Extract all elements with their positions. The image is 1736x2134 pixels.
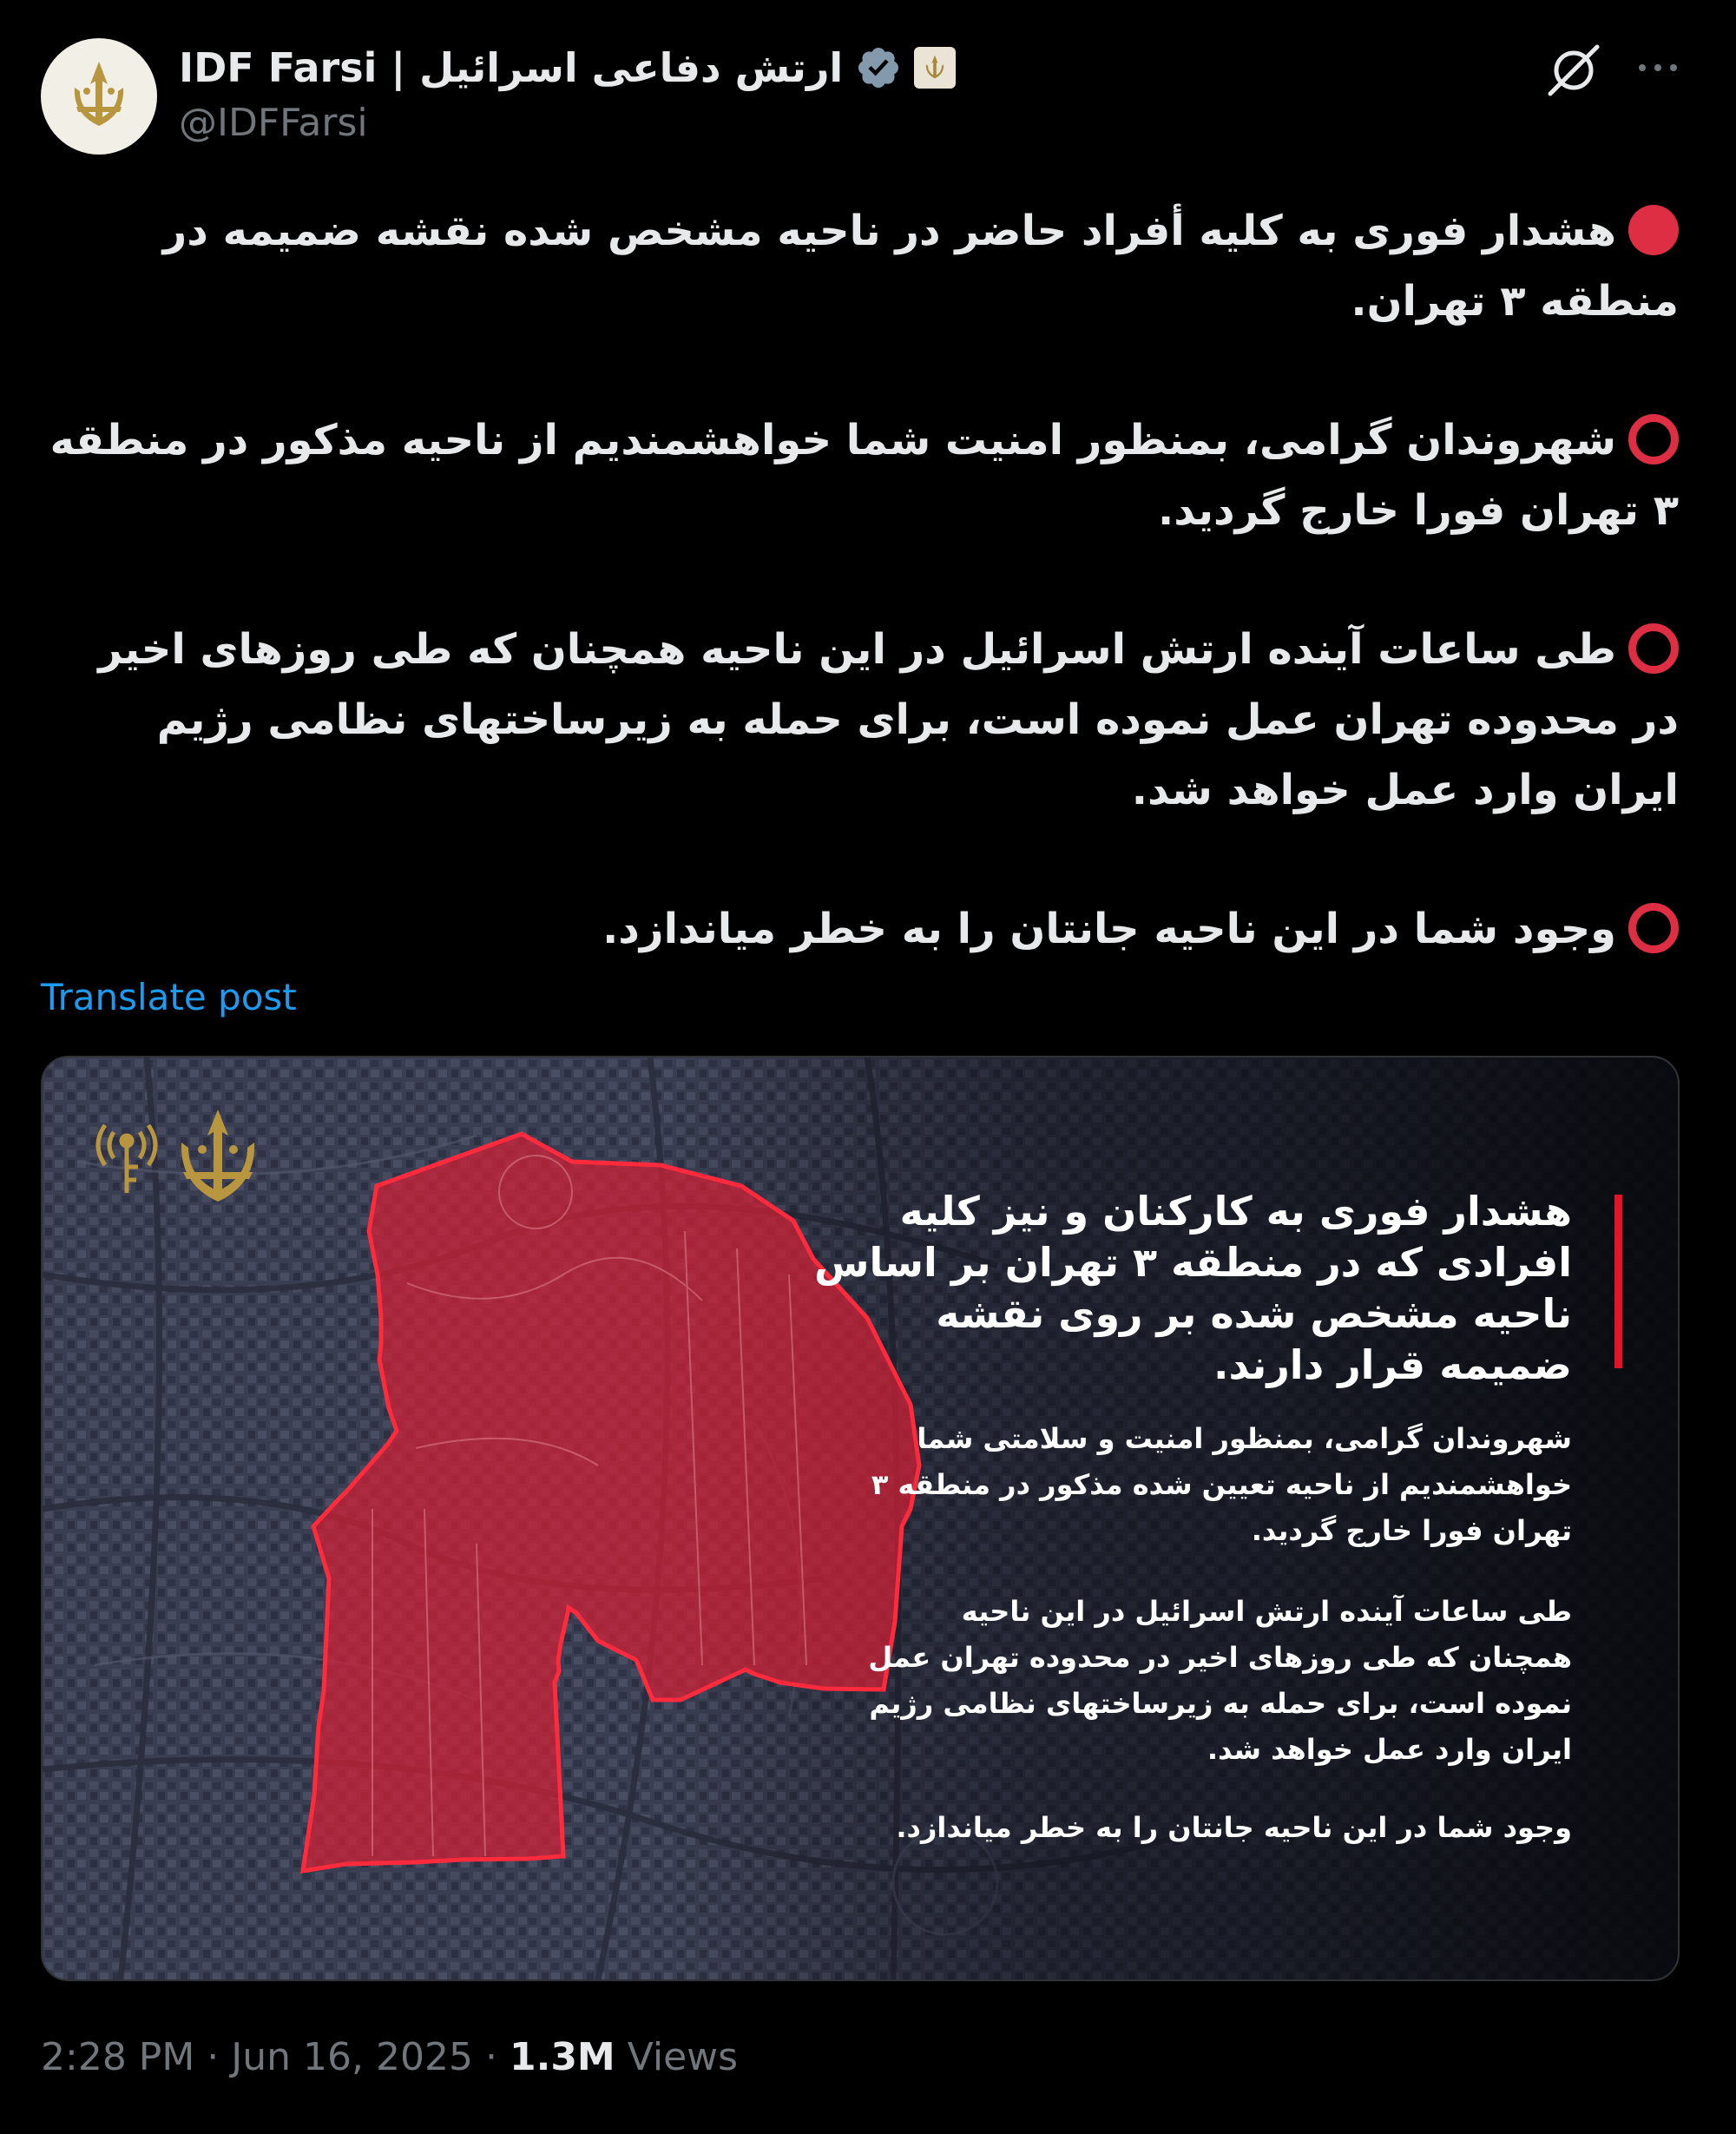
author-name-row[interactable] bbox=[179, 40, 956, 96]
media-paragraph: شهروندان گرامی، بمنظور امنیت و سلامتی شما خواهشمندیم از ناحیه تعیین شده مذکور در منطقه ۳ تهران فورا خارج گردید. bbox=[871, 1422, 1572, 1547]
media-paragraph: وجود شما در این ناحیه جانتان را به خطر میاندازد. bbox=[896, 1811, 1572, 1844]
grok-icon[interactable] bbox=[1545, 42, 1602, 99]
more-options-icon[interactable] bbox=[1623, 45, 1693, 90]
tweet-text bbox=[42, 196, 1679, 965]
tweet-time[interactable]: 2:28 PM bbox=[41, 2035, 195, 2079]
author-display-name[interactable]: IDF Farsi | ارتش دفاعی اسرائیل bbox=[179, 44, 844, 91]
red-circle-outline-icon bbox=[1628, 903, 1679, 953]
tweet-meta bbox=[41, 2035, 738, 2079]
idf-emblem-icon bbox=[56, 53, 142, 140]
tweet-paragraph-text: وجود شما در این ناحیه جانتان را به خطر میاندازد. bbox=[602, 905, 1616, 953]
headline-accent-bar bbox=[1614, 1195, 1622, 1368]
tweet-paragraph bbox=[42, 196, 1679, 337]
idf-logos bbox=[88, 1097, 287, 1210]
tweet-paragraph-text: شهروندان گرامی، بمنظور امنیت شما خواهشمندیم از ناحیه مذکور در منطقه ۳ تهران فورا خارج گردید. bbox=[49, 416, 1679, 535]
idf-emblem-icon bbox=[919, 52, 950, 83]
red-circle-outline-icon bbox=[1628, 623, 1679, 674]
meta-separator: · bbox=[207, 2035, 220, 2079]
media-headline: هشدار فوری به کارکنان و نیز کلیه افرادی که در منطقه ۳ تهران بر اساس ناحیه مشخص شده بر روی نقشه ضمیمه قرار دارند. bbox=[814, 1188, 1572, 1388]
tweet-date[interactable]: Jun 16, 2025 bbox=[231, 2035, 473, 2079]
red-circle-filled-icon bbox=[1628, 205, 1679, 255]
tweet-paragraph-text: طی ساعات آینده ارتش اسرائیل در این ناحیه همچنان که طی روزهای اخیر در محدوده تهران عمل نموده است، برای حمله به زیرساختهای نظامی رژیم ایران وارد عمل خواهد شد. bbox=[98, 625, 1679, 814]
meta-separator: · bbox=[484, 2035, 497, 2079]
tweet-paragraph bbox=[42, 615, 1679, 826]
red-circle-outline-icon bbox=[1628, 414, 1679, 464]
author-avatar[interactable] bbox=[41, 38, 157, 155]
author-handle[interactable]: @IDFFarsi bbox=[179, 101, 368, 145]
translate-post-link[interactable]: Translate post bbox=[41, 976, 297, 1018]
tweet-paragraph bbox=[42, 894, 1679, 965]
affiliation-badge[interactable] bbox=[914, 47, 956, 89]
views-label: Views bbox=[627, 2035, 739, 2079]
tweet-paragraph-text: هشدار فوری به کلیه أفراد حاضر در ناحیه مشخص شده نقشه ضمیمه در منطقه ۳ تهران. bbox=[162, 207, 1679, 326]
media-paragraph: طی ساعات آینده ارتش اسرائیل در این ناحیه همچنان که طی روزهای اخیر در محدوده تهران عمل نموده است، برای حمله به زیرساختهای نظامی رژیم ایران وارد عمل خواهد شد. bbox=[868, 1595, 1572, 1766]
media-image[interactable] bbox=[41, 1056, 1680, 1981]
verified-badge-icon[interactable] bbox=[855, 44, 902, 91]
idf-emblem-icon bbox=[181, 1110, 254, 1202]
tweet-paragraph bbox=[42, 405, 1679, 546]
idf-intelligence-emblem-icon bbox=[98, 1125, 155, 1193]
views-count: 1.3M bbox=[509, 2035, 615, 2079]
